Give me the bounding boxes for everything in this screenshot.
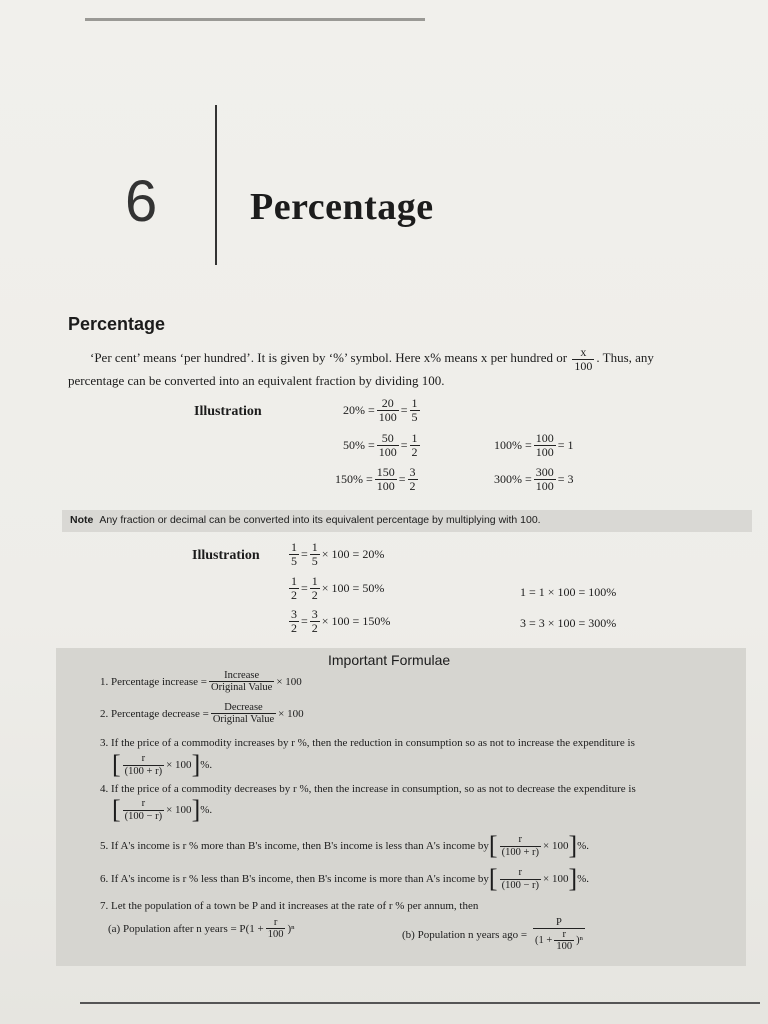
illustration-equation: 20% = $\frac{20}{100}$ = $\frac{1}{5}$ — [343, 396, 418, 424]
note-text: Any fraction or decimal can be converted into its equivalent percentage by multiplying with 100. — [99, 514, 541, 526]
formula-7-text: 7. Let the population of a town be P and it increases at the rate of r % per annum, then — [100, 900, 479, 912]
illustration-equation: 3 = 3 × 100 = 300% — [520, 616, 617, 630]
section-heading: Percentage — [68, 314, 166, 334]
formula-1: 1. Percentage increase = $\frac{\text{Increase}}{\text{Original Value}}$ × 100 — [100, 670, 302, 694]
formula-7a: (a) Population after n years = P (1 + $\frac{r}{100}$ )ⁿ — [108, 917, 295, 941]
note-label: Note — [70, 514, 94, 526]
illustration-equation: 100% = $\frac{100}{100}$ = 1 — [494, 431, 574, 459]
note — [70, 514, 541, 526]
chapter-number: 6 — [125, 169, 158, 234]
formula-2: 2. Percentage decrease = $\frac{\text{Decrease}}{\text{Original Value}}$ × 100 — [100, 702, 304, 726]
illustration-label-1: Illustration — [194, 404, 262, 419]
top-rule — [85, 18, 425, 21]
intro-text-tail: . Thus, any — [596, 350, 654, 366]
chapter-divider — [215, 105, 217, 265]
formula-3-text: 3. If the price of a commodity increases by r %, then the reduction in consumption so as not to increase the expenditure is — [100, 737, 635, 749]
illustration-equation: 150% = $\frac{150}{100}$ = $\frac{3}{2}$ — [335, 465, 416, 493]
formula-7b: (b) Population n years ago = P (1 + $\frac{r}{100}$ )ⁿ — [402, 917, 583, 953]
formula-3-expression: [ $\frac{r}{(100 + r)}$ × 100 ] %. — [112, 750, 213, 779]
formula-4-expression: [ $\frac{r}{(100 - r)}$ × 100 ] %. — [112, 795, 213, 824]
intro-fraction: $\frac{x}{100}$ — [574, 345, 593, 373]
formula-6: 6. If A's income is r % less than B's income, then B's income is more than A's income by [ $\frac{r}{(100 - r)}$ × 100 ] %. — [100, 864, 590, 893]
chapter-title: Percentage — [250, 186, 434, 228]
illustration-label-2: Illustration — [192, 548, 260, 563]
formula-4-text: 4. If the price of a commodity decreases by r %, then the increase in consumption, so as not to decrease the expenditure is — [100, 783, 636, 795]
formulae-heading: Important Formulae — [328, 652, 451, 668]
illustration-equation: 50% = $\frac{50}{100}$ = $\frac{1}{2}$ — [343, 431, 418, 459]
intro-paragraph-line2: percentage can be converted into an equivalent fraction by dividing 100. — [68, 373, 445, 388]
bottom-rule — [80, 1002, 760, 1004]
illustration-equation: $\frac{3}{2}$ = $\frac{3}{2}$ × 100 = 150% — [291, 607, 391, 635]
intro-paragraph-line1 — [90, 346, 654, 372]
illustration-equation: 300% = $\frac{300}{100}$ = 3 — [494, 465, 574, 493]
intro-text: ‘Per cent’ means ‘per hundred’. It is given by ‘%’ symbol. Here x% means x per hundred or — [90, 350, 568, 366]
illustration-equation: $\frac{1}{2}$ = $\frac{1}{2}$ × 100 = 50% — [291, 574, 385, 602]
illustration-equation: $\frac{1}{5}$ = $\frac{1}{5}$ × 100 = 20% — [291, 540, 385, 568]
formula-5: 5. If A's income is r % more than B's income, then B's income is less than A's income by [ $\frac{r}{(100 + r)}$ × 100 ] %. — [100, 831, 590, 860]
illustration-equation: 1 = 1 × 100 = 100% — [520, 585, 617, 599]
